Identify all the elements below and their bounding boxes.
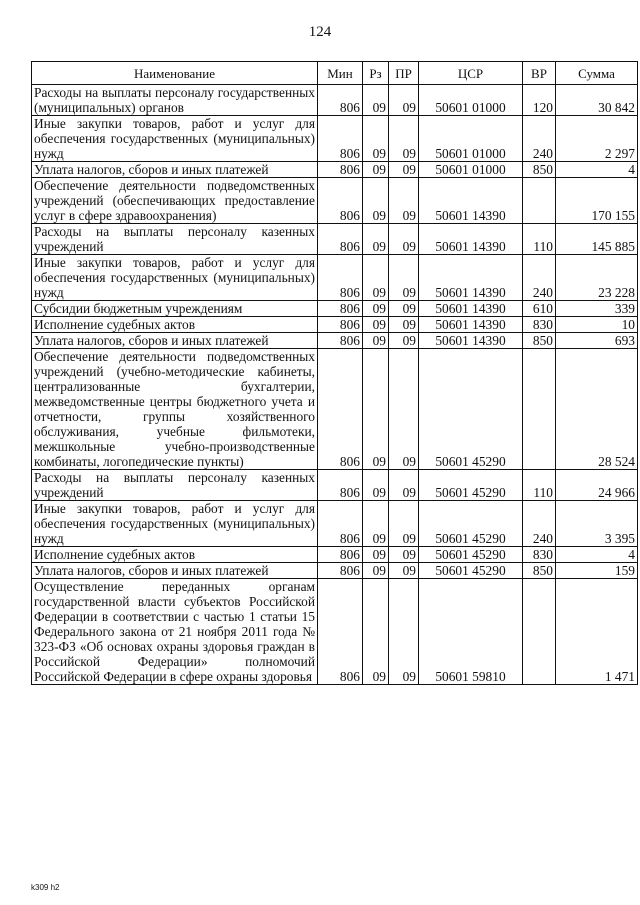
cell-rz: 09 bbox=[363, 162, 389, 178]
cell-pr: 09 bbox=[389, 162, 419, 178]
cell-csr: 50601 14390 bbox=[419, 301, 523, 317]
header-csr: ЦСР bbox=[419, 62, 523, 85]
table-row bbox=[32, 547, 638, 563]
header-name: Наименование bbox=[32, 62, 318, 85]
table-row bbox=[32, 116, 638, 162]
cell-sum: 28 524 bbox=[556, 349, 638, 470]
cell-name: Исполнение судебных актов bbox=[32, 317, 318, 333]
cell-name: Обеспечение деятельности подведомственных учреждений (обеспечивающих предоставление услуг в сфере здравоохранения) bbox=[32, 178, 318, 224]
table-row bbox=[32, 85, 638, 116]
header-vr: ВР bbox=[523, 62, 556, 85]
cell-rz: 09 bbox=[363, 333, 389, 349]
cell-name: Осуществление переданных органам государственной власти субъектов Российской Федерации в соответствии с частью 1 статьи 15 Федерального закона от 21 ноября 2011 года № 323-ФЗ «Об основах охраны здоровья граждан в Российской Федерации» полномочий Российской Федерации в сфере охраны здоровья bbox=[32, 579, 318, 685]
cell-vr: 240 bbox=[523, 255, 556, 301]
table-row bbox=[32, 333, 638, 349]
cell-name: Обеспечение деятельности подведомственных учреждений (учебно-методические кабинеты, централизованные бухгалтерии, межведомственные центры бюджетного учета и отчетности, группы хозяйственного обслуживания, учебные фильмотеки, межшкольные учебно-производственные комбинаты, логопедические пункты) bbox=[32, 349, 318, 470]
cell-vr: 240 bbox=[523, 501, 556, 547]
cell-rz: 09 bbox=[363, 547, 389, 563]
cell-pr: 09 bbox=[389, 85, 419, 116]
cell-sum: 3 395 bbox=[556, 501, 638, 547]
table-row bbox=[32, 579, 638, 685]
cell-name: Исполнение судебных актов bbox=[32, 547, 318, 563]
header-pr: ПР bbox=[389, 62, 419, 85]
cell-pr: 09 bbox=[389, 301, 419, 317]
cell-sum: 159 bbox=[556, 563, 638, 579]
cell-vr: 850 bbox=[523, 162, 556, 178]
cell-rz: 09 bbox=[363, 579, 389, 685]
cell-min: 806 bbox=[318, 349, 363, 470]
cell-rz: 09 bbox=[363, 255, 389, 301]
cell-rz: 09 bbox=[363, 224, 389, 255]
cell-min: 806 bbox=[318, 579, 363, 685]
cell-name: Субсидии бюджетным учреждениям bbox=[32, 301, 318, 317]
cell-sum: 23 228 bbox=[556, 255, 638, 301]
cell-csr: 50601 45290 bbox=[419, 547, 523, 563]
cell-csr: 50601 01000 bbox=[419, 85, 523, 116]
cell-vr: 830 bbox=[523, 317, 556, 333]
table-row bbox=[32, 224, 638, 255]
cell-min: 806 bbox=[318, 255, 363, 301]
cell-rz: 09 bbox=[363, 349, 389, 470]
cell-csr: 50601 45290 bbox=[419, 563, 523, 579]
cell-rz: 09 bbox=[363, 301, 389, 317]
header-sum: Сумма bbox=[556, 62, 638, 85]
cell-sum: 339 bbox=[556, 301, 638, 317]
cell-vr: 830 bbox=[523, 547, 556, 563]
cell-pr: 09 bbox=[389, 317, 419, 333]
cell-pr: 09 bbox=[389, 563, 419, 579]
cell-pr: 09 bbox=[389, 224, 419, 255]
cell-sum: 30 842 bbox=[556, 85, 638, 116]
cell-pr: 09 bbox=[389, 116, 419, 162]
header-min: Мин bbox=[318, 62, 363, 85]
cell-vr: 240 bbox=[523, 116, 556, 162]
cell-csr: 50601 45290 bbox=[419, 470, 523, 501]
cell-csr: 50601 14390 bbox=[419, 178, 523, 224]
cell-sum: 4 bbox=[556, 547, 638, 563]
cell-sum: 1 471 bbox=[556, 579, 638, 685]
cell-min: 806 bbox=[318, 501, 363, 547]
table-row bbox=[32, 470, 638, 501]
cell-csr: 50601 01000 bbox=[419, 162, 523, 178]
cell-name: Уплата налогов, сборов и иных платежей bbox=[32, 162, 318, 178]
cell-vr bbox=[523, 349, 556, 470]
cell-vr: 610 bbox=[523, 301, 556, 317]
cell-pr: 09 bbox=[389, 470, 419, 501]
table-row bbox=[32, 178, 638, 224]
cell-rz: 09 bbox=[363, 85, 389, 116]
footer-code: k309 h2 bbox=[31, 883, 60, 892]
cell-pr: 09 bbox=[389, 547, 419, 563]
cell-csr: 50601 45290 bbox=[419, 349, 523, 470]
cell-min: 806 bbox=[318, 116, 363, 162]
cell-pr: 09 bbox=[389, 579, 419, 685]
cell-name: Иные закупки товаров, работ и услуг для обеспечения государственных (муниципальных) нужд bbox=[32, 116, 318, 162]
cell-min: 806 bbox=[318, 333, 363, 349]
table-row bbox=[32, 501, 638, 547]
cell-pr: 09 bbox=[389, 255, 419, 301]
cell-sum: 4 bbox=[556, 162, 638, 178]
table-row bbox=[32, 255, 638, 301]
table-row bbox=[32, 563, 638, 579]
cell-sum: 170 155 bbox=[556, 178, 638, 224]
cell-pr: 09 bbox=[389, 333, 419, 349]
cell-sum: 24 966 bbox=[556, 470, 638, 501]
cell-name: Иные закупки товаров, работ и услуг для обеспечения государственных (муниципальных) нужд bbox=[32, 501, 318, 547]
cell-vr: 850 bbox=[523, 333, 556, 349]
cell-rz: 09 bbox=[363, 501, 389, 547]
cell-min: 806 bbox=[318, 224, 363, 255]
cell-csr: 50601 14390 bbox=[419, 255, 523, 301]
cell-name: Уплата налогов, сборов и иных платежей bbox=[32, 563, 318, 579]
header-rz: Рз bbox=[363, 62, 389, 85]
cell-csr: 50601 14390 bbox=[419, 317, 523, 333]
cell-vr bbox=[523, 178, 556, 224]
budget-table bbox=[31, 61, 638, 685]
cell-name: Расходы на выплаты персоналу казенных учреждений bbox=[32, 470, 318, 501]
cell-vr: 120 bbox=[523, 85, 556, 116]
cell-name: Расходы на выплаты персоналу государственных (муниципальных) органов bbox=[32, 85, 318, 116]
cell-pr: 09 bbox=[389, 349, 419, 470]
cell-vr: 110 bbox=[523, 470, 556, 501]
cell-vr: 110 bbox=[523, 224, 556, 255]
cell-min: 806 bbox=[318, 178, 363, 224]
cell-name: Расходы на выплаты персоналу казенных учреждений bbox=[32, 224, 318, 255]
cell-csr: 50601 45290 bbox=[419, 501, 523, 547]
cell-min: 806 bbox=[318, 317, 363, 333]
cell-rz: 09 bbox=[363, 317, 389, 333]
table-row bbox=[32, 317, 638, 333]
cell-sum: 145 885 bbox=[556, 224, 638, 255]
cell-rz: 09 bbox=[363, 563, 389, 579]
cell-vr bbox=[523, 579, 556, 685]
cell-rz: 09 bbox=[363, 470, 389, 501]
cell-sum: 10 bbox=[556, 317, 638, 333]
cell-name: Уплата налогов, сборов и иных платежей bbox=[32, 333, 318, 349]
cell-rz: 09 bbox=[363, 116, 389, 162]
cell-csr: 50601 59810 bbox=[419, 579, 523, 685]
cell-csr: 50601 14390 bbox=[419, 224, 523, 255]
cell-rz: 09 bbox=[363, 178, 389, 224]
cell-csr: 50601 14390 bbox=[419, 333, 523, 349]
table-body bbox=[32, 85, 638, 685]
cell-min: 806 bbox=[318, 470, 363, 501]
cell-min: 806 bbox=[318, 563, 363, 579]
cell-vr: 850 bbox=[523, 563, 556, 579]
cell-min: 806 bbox=[318, 85, 363, 116]
table-row bbox=[32, 162, 638, 178]
cell-min: 806 bbox=[318, 301, 363, 317]
cell-pr: 09 bbox=[389, 501, 419, 547]
cell-min: 806 bbox=[318, 162, 363, 178]
cell-sum: 2 297 bbox=[556, 116, 638, 162]
page-number: 124 bbox=[308, 24, 332, 40]
cell-pr: 09 bbox=[389, 178, 419, 224]
cell-sum: 693 bbox=[556, 333, 638, 349]
table-row bbox=[32, 349, 638, 470]
cell-csr: 50601 01000 bbox=[419, 116, 523, 162]
cell-name: Иные закупки товаров, работ и услуг для обеспечения государственных (муниципальных) нужд bbox=[32, 255, 318, 301]
cell-min: 806 bbox=[318, 547, 363, 563]
table-row bbox=[32, 301, 638, 317]
table-header-row bbox=[32, 62, 638, 85]
